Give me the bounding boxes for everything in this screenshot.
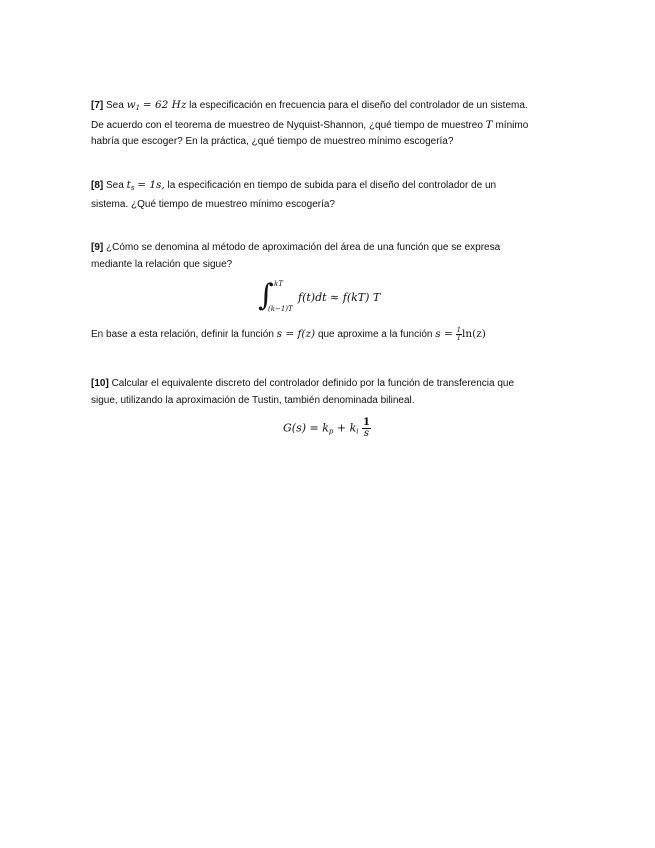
q9-line-1: [9] ¿Cómo se denomina al método de aproximación del área de una función que se expresa <box>91 242 501 253</box>
q9-math-s: s = <box>435 328 453 340</box>
q10-line-2: sigue, utilizando la aproximación de Tustin, también denominada bilineal. <box>91 394 415 406</box>
q7-math-w1: $w_1$ <box>126 99 141 112</box>
integral-sign: ∫ <box>258 278 274 313</box>
q10-number: [10] <box>91 378 109 389</box>
q7-math-freq: = 62 Hz <box>142 99 187 111</box>
q7-math-T: T <box>485 118 493 131</box>
q7-line-3: habría que escoger? En la práctica, ¿qué tiempo de muestreo mínimo escogería? <box>91 136 454 147</box>
q9-math-ln: ln(z) <box>462 328 486 340</box>
q7-line-1: [7] Sea $w_1 = 62$ Hz la especificación en frecuencia para el diseño del controlador de un sistema. <box>91 99 528 112</box>
q10-fraction-1-over-s: $\frac{1}{s}$ <box>363 417 370 439</box>
question-8 <box>91 177 571 213</box>
q9-line-2: mediante la relación que sigue? <box>91 258 233 270</box>
integral-body: f(t)dt ≈ f(kT) T <box>298 291 381 304</box>
integral-upper-limit: kT <box>274 280 283 288</box>
q8-line-2: sistema. ¿Qué tiempo de muestreo mínimo escogería? <box>91 198 335 210</box>
q10-transfer-function: $G(s) = k_p + k_i$ $\frac{1}{s}$ <box>283 417 370 439</box>
q8-math-value: = 1s, <box>137 179 165 191</box>
q8-number: [8] <box>91 180 104 191</box>
q7-number: [7] <box>91 100 104 111</box>
q8-line-1: [8] Sea $t_s = 1s$, la especificación en tiempo de subida para el diseño del controlador de un <box>91 179 497 192</box>
q10-line-1: [10] Calcular el equivalente discreto del controlador definido por la función de transferencia que <box>91 378 515 389</box>
integral-lower-limit: (k−1)T <box>268 305 293 313</box>
q9-integral-equation <box>258 280 418 320</box>
question-10 <box>91 376 571 409</box>
q8-math-ts: $t_s$ <box>126 179 135 192</box>
q9-math-s-fz: s = f(z) <box>276 328 316 340</box>
q9-number: [9] <box>91 242 104 253</box>
q7-line-2: De acuerdo con el teorema de muestreo de Nyquist-Shannon, ¿qué tiempo de muestreo T mínimo <box>91 118 529 131</box>
question-9 <box>91 240 571 273</box>
q9-line-3: En base a esta relación, definir la función s = f(z) que aproxime a la función s = $\frac{1}{T}$ ln(z) <box>91 325 486 342</box>
question-7 <box>91 97 571 151</box>
q9-fraction-1-over-T: $\frac{1}{T}$ <box>456 325 462 342</box>
